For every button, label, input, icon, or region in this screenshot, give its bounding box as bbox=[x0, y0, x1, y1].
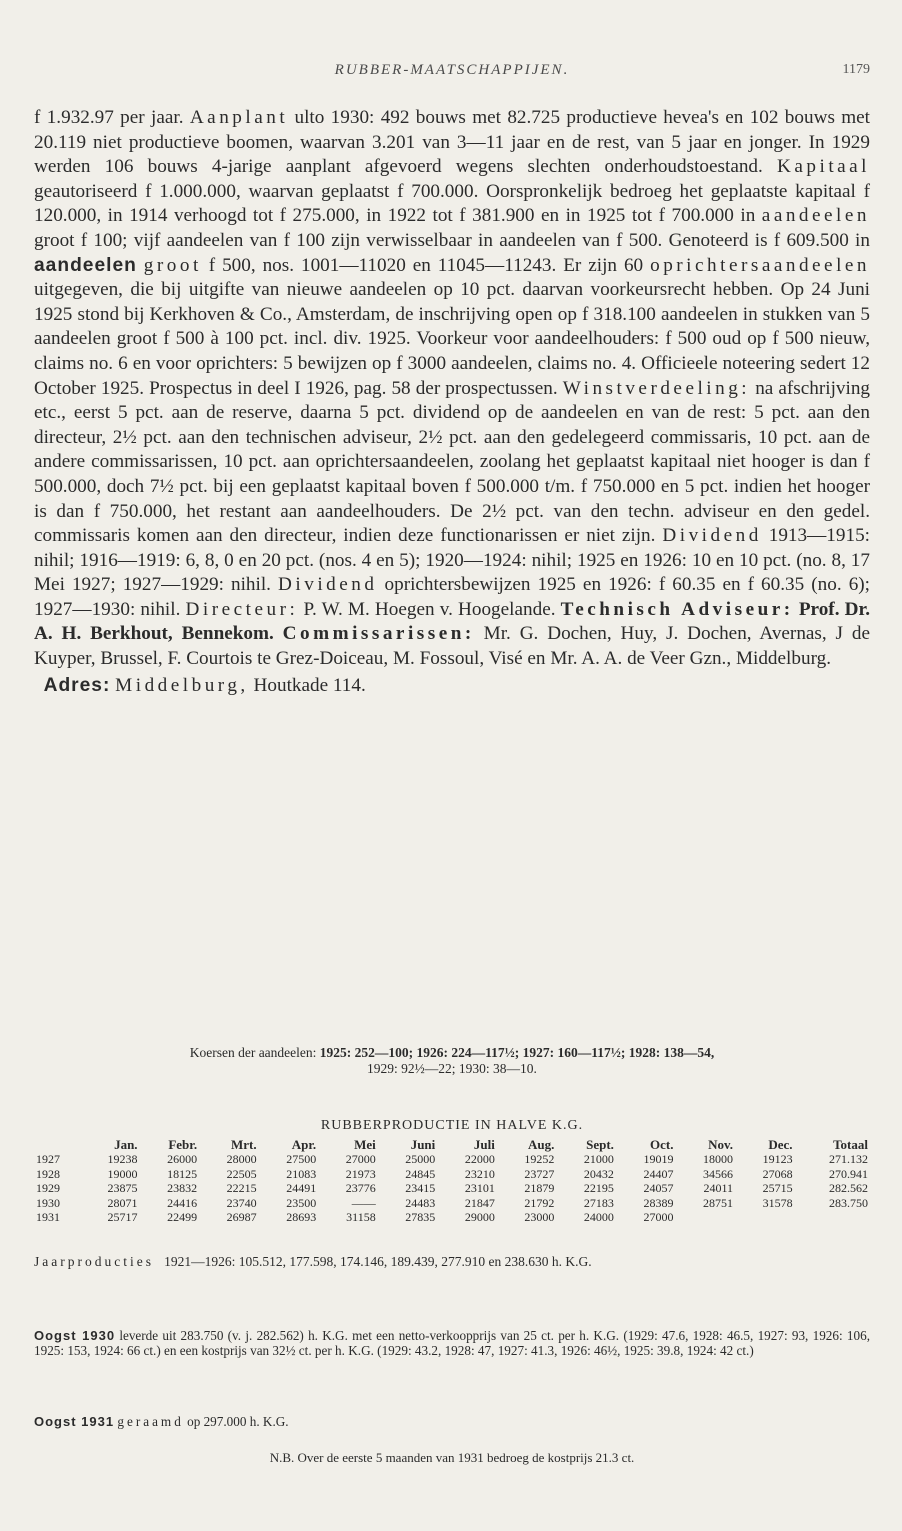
share-prices-line-1 bbox=[34, 1045, 870, 1061]
table-cell: 21847 bbox=[464, 1195, 495, 1210]
table-cell: 27835 bbox=[405, 1210, 436, 1224]
table-cell: 270.941 bbox=[829, 1166, 868, 1181]
table-cell: 23740 bbox=[226, 1195, 257, 1210]
address-city: Middelburg, bbox=[115, 674, 249, 696]
text-segment: groot f 100; vijf aandeelen van f 100 zijn verwisselbaar in aandeelen van f 500. Genoteerd is f 609.500 in bbox=[34, 229, 870, 251]
table-cell: 25717 bbox=[107, 1210, 138, 1224]
table-cell: 21973 bbox=[345, 1166, 376, 1181]
table-cell: 24491 bbox=[286, 1181, 317, 1195]
section-label-dividend: Dividend bbox=[278, 574, 378, 596]
row-year-cell: 1928 bbox=[36, 1166, 60, 1181]
section-label-aanplant: Aanplant bbox=[189, 107, 289, 128]
table-cell: 28000 bbox=[226, 1152, 257, 1166]
text-segment: f 500, nos. 1001—11020 en 11045—11243. Er zijn 60 bbox=[208, 254, 644, 276]
text-segment: P. W. M. Hoegen v. Hoogelande. bbox=[303, 598, 556, 620]
production-table bbox=[34, 1137, 870, 1225]
row-year-cell: 1927 bbox=[36, 1152, 60, 1166]
table-cell: 24407 bbox=[643, 1166, 674, 1181]
table-cell: 26987 bbox=[226, 1210, 257, 1224]
text-segment: uitgegeven, die bij uitgifte van nieuwe aandeelen op 10 pct. daarvan voorkeursrecht hebben. Op 24 Juni 1925 stond bij Kerkhoven & Co., Amsterdam, de inschrijving open op f 318.100 aandeelen in stukken van 5 aandeelen groot f 500 à 100 pct. incl. div. 1925. Voorkeur voor aandeelhouders: f 500 oud op f 500 nieuw, claims no. 6 en voor oprichters: 5 bewijzen op f 3000 aandeelen, claims no. 4. Officieele noteering sedert 12 October 1925. Prospectus in deel I 1926, pag. 58 der prospectussen. bbox=[34, 279, 870, 399]
text-segment: ulto 1930: 492 bouws met 82.725 productieve hevea's en 102 bouws met 20.119 niet productieve boomen, waarvan 3.201 van 3—11 jaar en de rest, van 5 jaar en jonger. In 1929 werden 106 bouws 4-jarige aanplant afgevoerd wegens slechten onderhoudstoestand. bbox=[34, 107, 871, 178]
column-header: Juli bbox=[473, 1137, 495, 1152]
table-cell: 18125 bbox=[167, 1166, 198, 1181]
table-cell: 21000 bbox=[583, 1152, 614, 1166]
table-cell: 23101 bbox=[464, 1181, 495, 1195]
table-cell: 21792 bbox=[524, 1195, 555, 1210]
table-cell: 24416 bbox=[167, 1195, 198, 1210]
table-cell: 23875 bbox=[107, 1181, 138, 1195]
table-cell: 31158 bbox=[346, 1210, 376, 1224]
row-year-cell: 1931 bbox=[36, 1210, 60, 1224]
table-cell: 19123 bbox=[762, 1152, 793, 1166]
running-title: RUBBER-MAATSCHAPPIJEN. bbox=[334, 62, 570, 78]
address-label: Adres: bbox=[43, 674, 111, 696]
table-cell: 24483 bbox=[405, 1195, 436, 1210]
harvest-1930-text: leverde uit 283.750 (v. j. 282.562) h. K.G. met een netto-verkoopprijs van 25 ct. per h. K.G. (1929: 47.6, 1928: 46.5, 1927: 93, 1926: 106, 1925: 153, 1924: 66 ct.) en een kostprijs van 32½ ct. per h. K.G. (1929: 43.2, 1928: 47, 1927: 41.3, 1926: 46½, 1925: 39.8, 1924: 42 ct.) bbox=[34, 1328, 870, 1358]
column-header: Apr. bbox=[291, 1137, 317, 1152]
table-cell: 21879 bbox=[524, 1181, 555, 1195]
table-cell: 271.132 bbox=[829, 1152, 868, 1166]
column-header: Juni bbox=[410, 1137, 436, 1152]
production-table-section bbox=[34, 1118, 870, 1225]
column-header: Febr. bbox=[168, 1137, 198, 1152]
share-prices bbox=[34, 1045, 870, 1077]
table-row bbox=[34, 1210, 870, 1225]
table-cell: 23000 bbox=[524, 1210, 555, 1224]
table-cell: 282.562 bbox=[829, 1181, 868, 1195]
page-number: 1179 bbox=[842, 62, 870, 77]
page-header bbox=[34, 62, 870, 86]
column-header bbox=[34, 1137, 80, 1152]
share-prices-values: 1925: 252—100; 1926: 224—117½; 1927: 160—117½; 1928: 138—54, bbox=[319, 1045, 715, 1060]
address-line bbox=[34, 674, 870, 699]
text-segment: Prof. Dr. A. H. Berkhout, Bennekom. bbox=[34, 598, 871, 645]
production-table-title: RUBBERPRODUCTIE IN HALVE K.G. bbox=[320, 1118, 584, 1133]
production-table-body bbox=[34, 1152, 870, 1225]
table-cell bbox=[795, 1210, 870, 1225]
address-street: Houtkade 114. bbox=[253, 674, 366, 696]
harvest-1931-label: Oogst 1931 bbox=[34, 1414, 115, 1429]
table-row bbox=[34, 1152, 870, 1167]
table-cell: 25000 bbox=[405, 1152, 436, 1166]
table-cell: 22215 bbox=[226, 1181, 257, 1195]
table-cell: 27000 bbox=[643, 1210, 674, 1224]
table-cell: 24845 bbox=[405, 1166, 436, 1181]
table-cell: 23210 bbox=[464, 1166, 495, 1181]
text-segment: oprichtersbewijzen 1925 en 1926: f 60.35 en f 60.35 (no. 6); 1927—1930: nihil. bbox=[34, 574, 871, 620]
column-header: Aug. bbox=[528, 1137, 555, 1152]
spaced-word: oprichtersaandeelen bbox=[650, 254, 871, 276]
table-cell: 27183 bbox=[583, 1195, 614, 1210]
table-cell: 27068 bbox=[762, 1166, 793, 1181]
column-header: Mei bbox=[354, 1137, 376, 1152]
table-cell: 27500 bbox=[286, 1152, 317, 1166]
share-prices-line-2: 1929: 92½—22; 1930: 38—10. bbox=[367, 1061, 537, 1076]
section-label-commissarissen: Commissarissen: bbox=[282, 623, 475, 645]
text-segment: 1913—1915: nihil; 1916—1919: 6, 8, 0 en 20 pct. (nos. 4 en 5); 1920—1924: nihil; 1925 en 1926: 10 en 10 pct. (no. 8, 17 Mei 1927; 1927—1929: nihil. bbox=[34, 525, 870, 596]
table-row bbox=[34, 1196, 870, 1211]
table-cell: 19019 bbox=[643, 1152, 674, 1166]
section-label-winstverdeeling: Winstverdeeling: bbox=[562, 377, 751, 399]
annual-production bbox=[34, 1254, 870, 1269]
harvest-1931-label-spaced: geraamd bbox=[117, 1414, 184, 1429]
table-cell: 22499 bbox=[167, 1210, 198, 1224]
harvest-1930 bbox=[34, 1329, 870, 1358]
table-cell: 19252 bbox=[524, 1152, 555, 1166]
row-year-cell: 1929 bbox=[36, 1181, 60, 1195]
table-row bbox=[34, 1181, 870, 1196]
table-cell: 29000 bbox=[464, 1210, 495, 1224]
column-header: Dec. bbox=[768, 1137, 793, 1152]
table-cell bbox=[675, 1210, 735, 1225]
table-cell: 28389 bbox=[643, 1195, 674, 1210]
column-header: Sept. bbox=[586, 1137, 614, 1152]
column-header: Jan. bbox=[114, 1137, 138, 1152]
spaced-word: groot bbox=[143, 254, 202, 276]
table-cell: 24057 bbox=[643, 1181, 674, 1195]
table-cell: 26000 bbox=[167, 1152, 198, 1166]
table-cell: 21083 bbox=[286, 1166, 317, 1181]
text-segment: Mr. G. Dochen, Huy, J. Dochen, Avernas, J de Kuyper, Brussel, F. Courtois te Grez-Doiceau, M. Fossoul, Visé en Mr. A. A. de Veer Gzn., Middelburg. bbox=[34, 623, 870, 670]
table-cell: 22505 bbox=[226, 1166, 257, 1181]
section-label-dividend: Dividend bbox=[662, 525, 762, 547]
table-cell: 23832 bbox=[167, 1181, 198, 1195]
text-segment: na afschrijving etc., eerst 5 pct. aan de reserve, daarna 5 pct. dividend op de aandeelen en van de rest: 5 pct. aan den directeur, 2½ pct. aan den technischen adviseur, 2½ pct. aan den gedelegeerd commissaris, 10 pct. aan de andere commissarissen, 10 pct. aan oprichtersaandeelen, zoolang het geplaatst kapitaal niet hooger is dan f 500.000, doch 7½ pct. bij een geplaatst kapitaal boven f 500.000 t/m. f 750.000 en 5 pct. indien het hooger is dan f 750.000, het restant aan aandeelhouders. De 2½ pct. van den techn. adviseur en den gedel. commissaris komen aan den directeur, indien deze functionarissen er niet zijn. bbox=[34, 377, 871, 547]
footnote: N.B. Over de eerste 5 maanden van 1931 bedroeg de kostprijs 21.3 ct. bbox=[269, 1450, 635, 1465]
table-cell: 23727 bbox=[524, 1166, 555, 1181]
table-cell: 27000 bbox=[345, 1152, 376, 1166]
table-cell: 18000 bbox=[703, 1152, 734, 1166]
table-cell: 20432 bbox=[583, 1166, 614, 1181]
section-label-technisch-adviseur: Technisch Adviseur: bbox=[560, 598, 794, 620]
table-cell: 22195 bbox=[583, 1181, 614, 1195]
table-cell: 25715 bbox=[762, 1181, 793, 1195]
section-label-directeur: Directeur: bbox=[185, 598, 299, 620]
bold-word: aandeelen bbox=[34, 254, 137, 276]
column-header: Totaal bbox=[833, 1137, 868, 1152]
entry-paragraph bbox=[34, 106, 870, 672]
spaced-word: aandeelen bbox=[761, 205, 870, 227]
column-header: Nov. bbox=[708, 1137, 734, 1152]
table-cell: 23415 bbox=[405, 1181, 436, 1195]
table-cell: 28693 bbox=[286, 1210, 317, 1224]
table-cell: 22000 bbox=[464, 1152, 495, 1166]
table-cell: 34566 bbox=[703, 1166, 734, 1181]
table-cell bbox=[735, 1210, 795, 1225]
table-row bbox=[34, 1167, 870, 1182]
column-header: Mrt. bbox=[231, 1137, 257, 1152]
table-cell: 28071 bbox=[107, 1195, 138, 1210]
annual-production-values: 1921—1926: 105.512, 177.598, 174.146, 189.439, 277.910 en 238.630 h. K.G. bbox=[164, 1254, 592, 1269]
table-cell: 28751 bbox=[703, 1195, 734, 1210]
table-cell: 24000 bbox=[583, 1210, 614, 1224]
harvest-1931-text: op 297.000 h. K.G. bbox=[187, 1414, 289, 1429]
table-cell: 24011 bbox=[703, 1181, 734, 1195]
harvest-1930-label: Oogst 1930 bbox=[34, 1328, 116, 1343]
table-cell: 23500 bbox=[286, 1195, 317, 1210]
table-cell: 19000 bbox=[107, 1166, 138, 1181]
table-cell: 283.750 bbox=[829, 1195, 868, 1210]
company-entry-text bbox=[34, 106, 870, 698]
section-label-kapitaal: Kapitaal bbox=[777, 156, 871, 178]
table-header-row bbox=[34, 1137, 870, 1152]
table-cell: 31578 bbox=[762, 1195, 793, 1210]
row-year-cell: 1930 bbox=[36, 1195, 60, 1210]
annual-production-label: Jaarproducties bbox=[34, 1254, 154, 1269]
share-prices-label: Koersen der aandeelen: bbox=[189, 1045, 317, 1060]
column-header: Oct. bbox=[650, 1137, 674, 1152]
table-cell: 23776 bbox=[345, 1181, 376, 1195]
harvest-1931 bbox=[34, 1415, 870, 1430]
text-segment: geautoriseerd f 1.000.000, waarvan geplaatst f 700.000. Oorspronkelijk bedroeg het geplaatste kapitaal f 120.000, in 1914 verhoogd tot f 275.000, in 1922 tot f 381.900 en in 1925 tot f 700.000 in bbox=[34, 180, 870, 227]
table-cell: —— bbox=[351, 1195, 376, 1210]
table-cell: 19238 bbox=[107, 1152, 138, 1166]
text-segment: f 1.932.97 per jaar. bbox=[34, 107, 184, 128]
